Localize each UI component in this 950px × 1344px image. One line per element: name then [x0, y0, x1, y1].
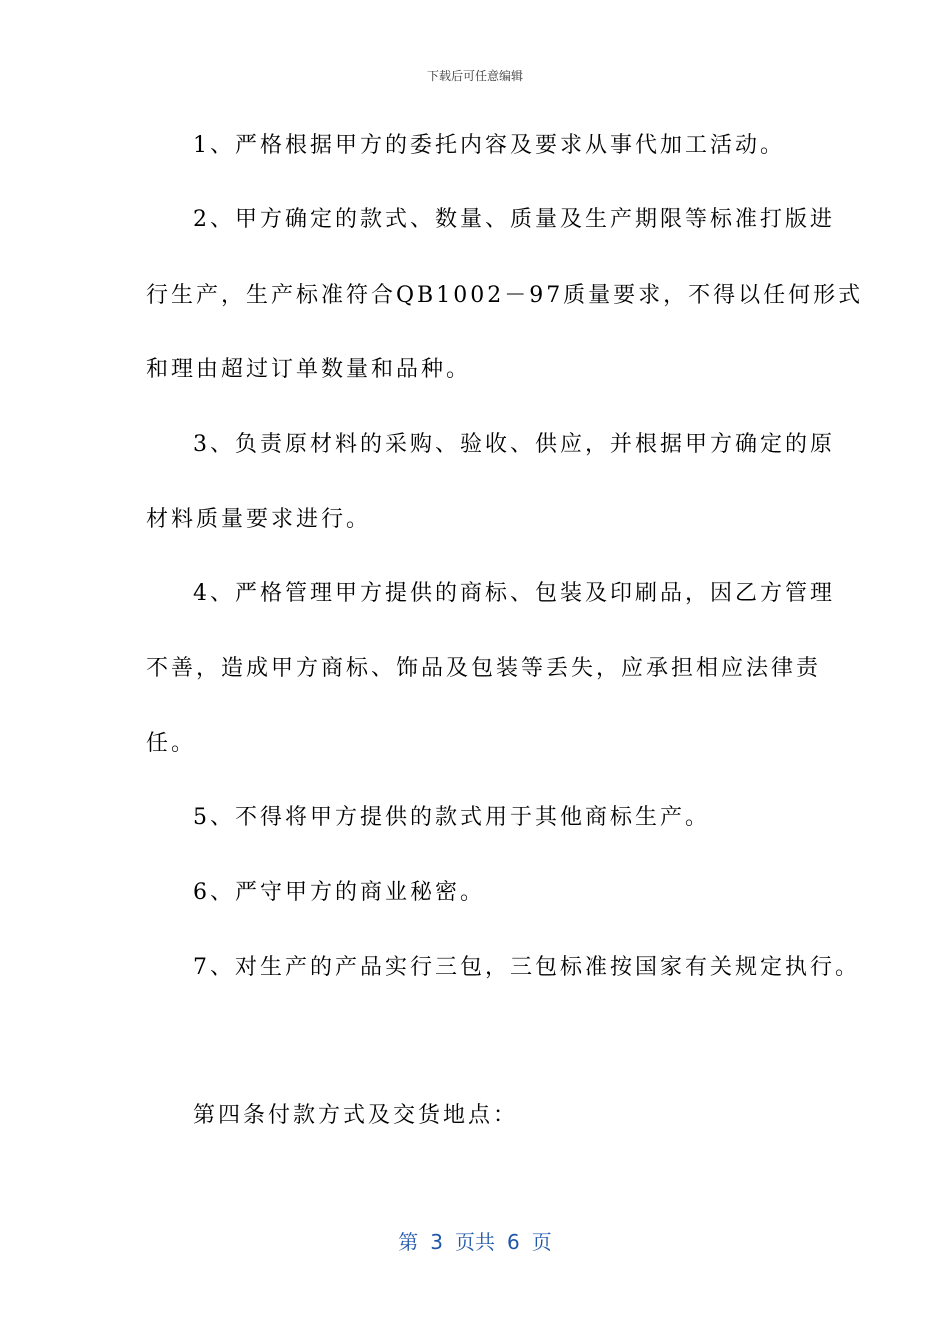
clause-line-2-cont2: 和理由超过订单数量和品种。: [146, 357, 472, 382]
footer-suffix: 页: [531, 1230, 552, 1254]
clause-line-2-cont: 行生产，生产标准符合QB1002－97质量要求，不得以任何形式: [146, 283, 864, 308]
clause-line-4-cont: 不善，造成甲方商标、饰品及包装等丢失，应承担相应法律责: [146, 656, 822, 681]
page-footer: [0, 1226, 950, 1255]
clause-line-4-cont2: 任。: [146, 731, 197, 756]
footer-page-number: 3: [430, 1230, 443, 1254]
clause-line-3-cont: 材料质量要求进行。: [146, 507, 372, 532]
footer-middle: 页共: [455, 1230, 495, 1254]
clause-line-7: 7、对生产的产品实行三包，三包标准按国家有关规定执行。: [193, 955, 860, 980]
section-heading: 第四条付款方式及交货地点：: [193, 1103, 519, 1128]
clause-line-4: 4、严格管理甲方提供的商标、包装及印刷品，因乙方管理: [193, 581, 835, 606]
footer-prefix: 第: [398, 1230, 419, 1254]
clause-line-2: 2、甲方确定的款式、数量、质量及生产期限等标准打版进: [193, 207, 835, 232]
clause-line-3: 3、负责原材料的采购、验收、供应，并根据甲方确定的原: [193, 432, 835, 457]
clause-line-6: 6、严守甲方的商业秘密。: [193, 880, 485, 905]
clause-line-1: 1、严格根据甲方的委托内容及要求从事代加工活动。: [193, 133, 785, 158]
header-note: 下载后可任意编辑: [426, 69, 523, 83]
clause-line-5: 5、不得将甲方提供的款式用于其他商标生产。: [193, 805, 710, 830]
footer-total-pages: 6: [507, 1230, 520, 1254]
